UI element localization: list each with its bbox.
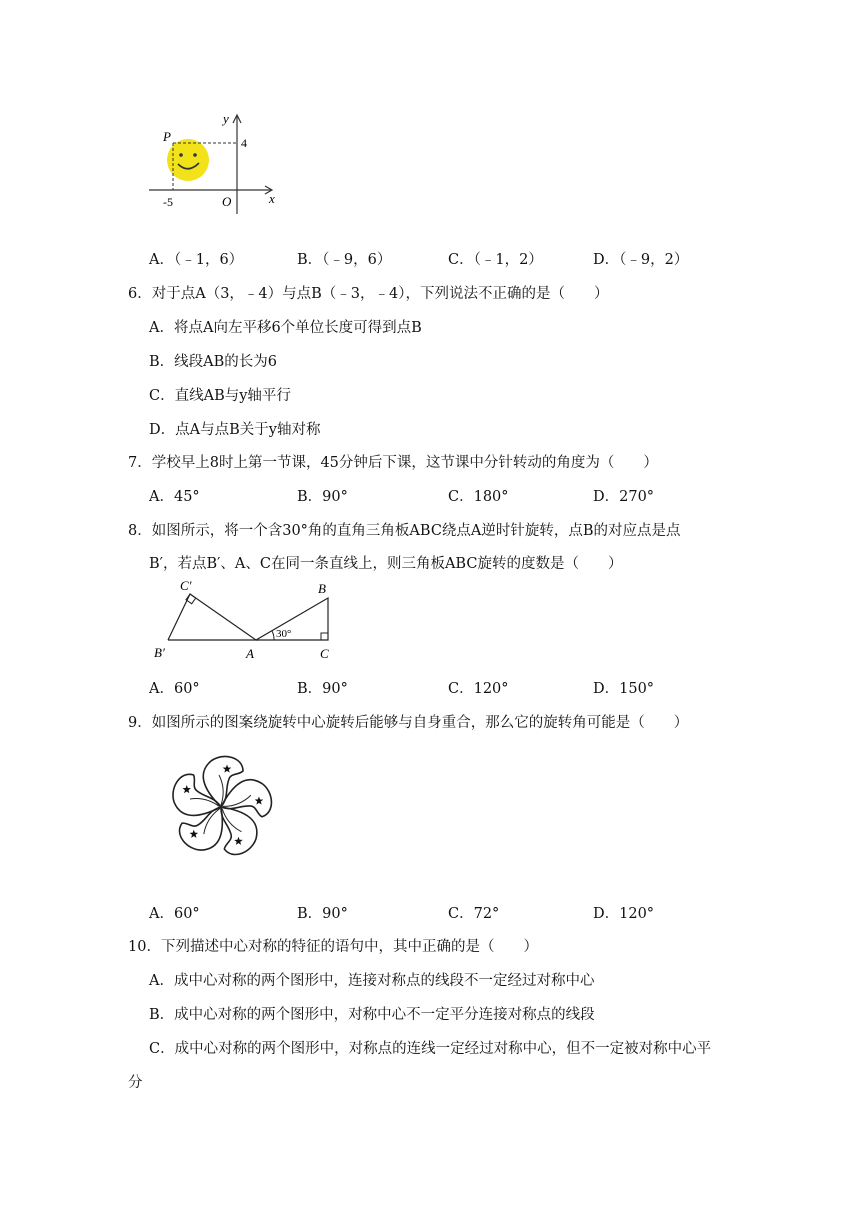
q9-stem: 9．如图所示的图案绕旋转中心旋转后能够与自身重合，那么它的旋转角可能是（ ）: [128, 715, 689, 731]
q5-option-c[interactable]: C．（﹣1，2）: [448, 252, 543, 268]
q8-option-a[interactable]: A．60°: [149, 681, 200, 697]
q10-option-c[interactable]: C．成中心对称的两个图形中，对称点的连线一定经过对称中心，但不一定被对称中心平: [149, 1041, 712, 1057]
q5-option-a[interactable]: A．（﹣1，6）: [149, 252, 244, 268]
q7-option-d[interactable]: D．270°: [593, 489, 655, 505]
q8-stem-line1: 8．如图所示，将一个含30°角的直角三角板ABC绕点A逆时针旋转，点B的对应点是点: [128, 523, 681, 539]
q9-option-a[interactable]: A．60°: [149, 906, 200, 922]
q7-option-b[interactable]: B．90°: [297, 489, 348, 505]
q6-option-a[interactable]: A．将点A向左平移6个单位长度可得到点B: [149, 320, 422, 336]
q6-option-c[interactable]: C．直线AB与y轴平行: [149, 388, 291, 404]
q5-coordinate-figure: [145, 110, 285, 222]
label-minus5: -5: [163, 195, 173, 209]
original-triangle: [256, 598, 328, 640]
q8-triangle-figure: [148, 580, 338, 662]
label-x: x: [269, 191, 275, 206]
q7-stem: 7．学校早上8时上第一节课，45分钟后下课，这节课中分针转动的角度为（ ）: [128, 455, 658, 471]
q10-option-a[interactable]: A．成中心对称的两个图形中，连接对称点的线段不一定经过对称中心: [149, 973, 595, 989]
label-c: C: [320, 646, 329, 661]
q10-option-c-continued: 分: [128, 1075, 143, 1091]
q8-option-d[interactable]: D．150°: [593, 681, 655, 697]
label-b-prime: B′: [154, 645, 165, 660]
q6-stem: 6．对于点A（3，﹣4）与点B（﹣3，﹣4），下列说法不正确的是（ ）: [128, 286, 609, 302]
q8-option-b[interactable]: B．90°: [297, 681, 348, 697]
q10-option-b[interactable]: B．成中心对称的两个图形中，对称中心不一定平分连接对称点的线段: [149, 1007, 595, 1023]
label-y: y: [223, 111, 229, 126]
q9-option-d[interactable]: D．120°: [593, 906, 655, 922]
q8-stem-line2: B′，若点B′、A、C在同一条直线上，则三角板ABC旋转的度数是（ ）: [149, 556, 623, 572]
q6-option-b[interactable]: B．线段AB的长为6: [149, 354, 278, 370]
q5-option-b[interactable]: B．（﹣9，6）: [297, 252, 392, 268]
q9-option-b[interactable]: B．90°: [297, 906, 348, 922]
bauhinia-flower-icon: [162, 748, 280, 866]
label-4: 4: [241, 136, 247, 150]
label-a: A: [246, 646, 254, 661]
q10-stem: 10．下列描述中心对称的特征的语句中，其中正确的是（ ）: [128, 939, 538, 955]
q6-option-d[interactable]: D．点A与点B关于y轴对称: [149, 422, 321, 438]
q8-option-c[interactable]: C．120°: [448, 681, 509, 697]
label-origin: O: [222, 194, 232, 209]
q9-option-c[interactable]: C．72°: [448, 906, 500, 922]
label-c-prime: C′: [180, 580, 192, 593]
q5-option-d[interactable]: D．（﹣9，2）: [593, 252, 689, 268]
label-b: B: [318, 581, 326, 596]
label-p: P: [163, 129, 171, 144]
q7-option-c[interactable]: C．180°: [448, 489, 509, 505]
label-angle-30: 30°: [276, 628, 292, 640]
rotated-triangle: [168, 594, 256, 640]
q7-option-a[interactable]: A．45°: [149, 489, 200, 505]
